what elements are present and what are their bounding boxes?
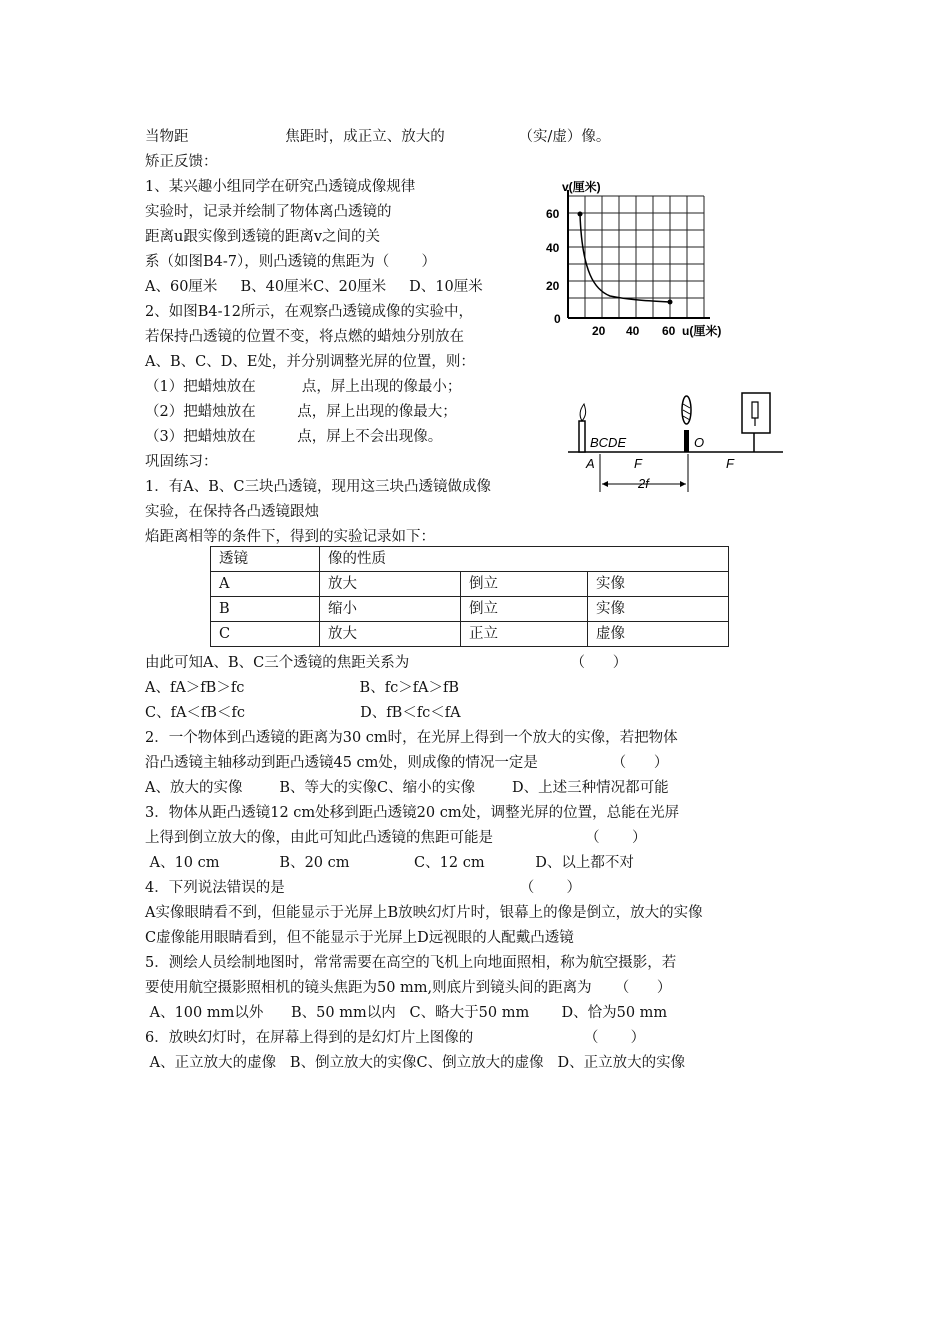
text-line: 3．物体从距凸透镜12 cm处移到距凸透镜20 cm处，调整光屏的位置，总能在光屏 xyxy=(145,805,680,821)
bench-label-a: A xyxy=(586,456,595,471)
table-cell: 放大 xyxy=(320,572,461,597)
text-line: A、60厘米 B、40厘米C、20厘米 D、10厘米 xyxy=(145,279,483,295)
text-line: A、fA＞fB＞fc B、fc＞fA＞fB xyxy=(145,680,460,696)
bench-label-f: F xyxy=(634,456,642,471)
table-cell: C xyxy=(211,622,320,647)
table-cell: 倒立 xyxy=(461,572,588,597)
candle-icon xyxy=(579,404,586,452)
graph-curve xyxy=(580,214,670,302)
text-line: 6．放映幻灯时，在屏幕上得到的是幻灯片上图像的 （ ） xyxy=(145,1030,646,1046)
text-line: 上得到倒立放大的像，由此可知此凸透镜的焦距可能是 （ ） xyxy=(145,830,647,846)
graph-point xyxy=(578,212,583,217)
lens-icon xyxy=(682,396,691,452)
text-line: 2．一个物体到凸透镜的距离为30 cm时，在光屏上得到一个放大的实像，若把物体 xyxy=(145,730,678,746)
text-line: 焰距离相等的条件下，得到的实验记录如下： xyxy=(145,529,435,545)
text-line: 沿凸透镜主轴移动到距凸透镜45 cm处，则成像的情况一定是 （ ） xyxy=(145,755,669,771)
graph-ytick: 40 xyxy=(546,241,560,255)
text-line: （3）把蜡烛放在 点，屏上不会出现像。 xyxy=(145,429,443,445)
text-line: 1、某兴趣小组同学在研究凸透镜成像规律 xyxy=(145,179,416,195)
text-line: 实验时，记录并绘制了物体离凸透镜的 xyxy=(145,204,392,220)
bench-point-letters: BCDE xyxy=(590,435,627,450)
table-cell: 放大 xyxy=(320,622,461,647)
table-row xyxy=(211,547,729,572)
table-cell: B xyxy=(211,597,320,622)
text-line: 要使用航空摄影照相机的镜头焦距为50 mm,则底片到镜头间的距离为 （ ） xyxy=(145,980,672,996)
table-header-cell: 透镜 xyxy=(211,547,320,572)
table-cell: 实像 xyxy=(588,597,729,622)
graph-ytick: 20 xyxy=(546,279,560,293)
text-line: 2、如图B4-12所示，在观察凸透镜成像的实验中， xyxy=(145,304,473,320)
table-row xyxy=(211,597,729,622)
text-line: C、fA＜fB＜fc D、fB＜fc＜fA xyxy=(145,705,461,721)
bench-label-o: O xyxy=(694,435,705,450)
screen-icon xyxy=(742,393,770,452)
text-line: 5．测绘人员绘制地图时，常常需要在高空的飞机上向地面照相，称为航空摄影，若 xyxy=(145,955,677,971)
table-cell: 倒立 xyxy=(461,597,588,622)
table-cell: 虚像 xyxy=(588,622,729,647)
graph-ylabel: v(厘米) xyxy=(562,180,601,194)
text-line: 巩固练习： xyxy=(145,454,218,470)
text-line: 实验，在保持各凸透镜跟烛 xyxy=(145,504,319,520)
text-line: （2）把蜡烛放在 点，屏上出现的像最大； xyxy=(145,404,457,420)
table-row xyxy=(211,572,729,597)
graph-ytick: 60 xyxy=(546,207,560,221)
text-line: A、10 cm B、20 cm C、12 cm D、以上都不对 xyxy=(145,855,634,871)
table-cell: 实像 xyxy=(588,572,729,597)
lens-result-table xyxy=(210,546,729,647)
text-line: A、B、C、D、E处，并分别调整光屏的位置，则： xyxy=(145,354,475,370)
graph-point xyxy=(668,300,673,305)
graph-ytick: 0 xyxy=(554,312,561,326)
text-line: 矫正反馈： xyxy=(145,154,218,170)
text-line: （1）把蜡烛放在 点，屏上出现的像最小； xyxy=(145,379,462,395)
text-line: C虚像能用眼睛看到，但不能显示于光屏上D远视眼的人配戴凸透镜 xyxy=(145,930,574,946)
text-line: 若保持凸透镜的位置不变，将点燃的蜡烛分别放在 xyxy=(145,329,464,345)
graph-xlabel: u(厘米) xyxy=(682,324,722,338)
table-header-cell: 像的性质 xyxy=(320,547,729,572)
optical-bench-figure xyxy=(568,388,788,498)
text-line: 1．有A、B、C三块凸透镜，现用这三块凸透镜做成像 xyxy=(145,479,491,495)
text-line: 当物距 焦距时，成正立、放大的 （实/虚）像。 xyxy=(145,129,611,145)
bench-label-f2: F xyxy=(726,456,734,471)
graph-xtick: 60 xyxy=(662,324,676,338)
text-line: A、放大的实像 B、等大的实像C、缩小的实像 D、上述三种情况都可能 xyxy=(145,780,669,796)
text-line: A、正立放大的虚像 B、倒立放大的实像C、倒立放大的虚像 D、正立放大的实像 xyxy=(145,1055,686,1071)
table-cell: 正立 xyxy=(461,622,588,647)
text-line: 距离u跟实像到透镜的距离v之间的关 xyxy=(145,229,381,245)
table-cell: A xyxy=(211,572,320,597)
graph-xtick: 40 xyxy=(626,324,640,338)
graph-xtick: 20 xyxy=(592,324,606,338)
text-line: 由此可知A、B、C三个透镜的焦距关系为 （ ） xyxy=(145,655,628,671)
uv-graph-figure xyxy=(540,178,760,343)
bench-dimension: 2f xyxy=(638,476,649,491)
text-line: 系（如图B4-7），则凸透镜的焦距为（ ） xyxy=(145,254,437,270)
table-cell: 缩小 xyxy=(320,597,461,622)
text-line: A、100 mm以外 B、50 mm以内 C、略大于50 mm D、恰为50 mm xyxy=(145,1005,668,1021)
text-line: 4．下列说法错误的是 （ ） xyxy=(145,880,582,896)
text-line: A实像眼睛看不到，但能显示于光屏上B放映幻灯片时，银幕上的像是倒立，放大的实像 xyxy=(145,905,703,921)
table-row xyxy=(211,622,729,647)
